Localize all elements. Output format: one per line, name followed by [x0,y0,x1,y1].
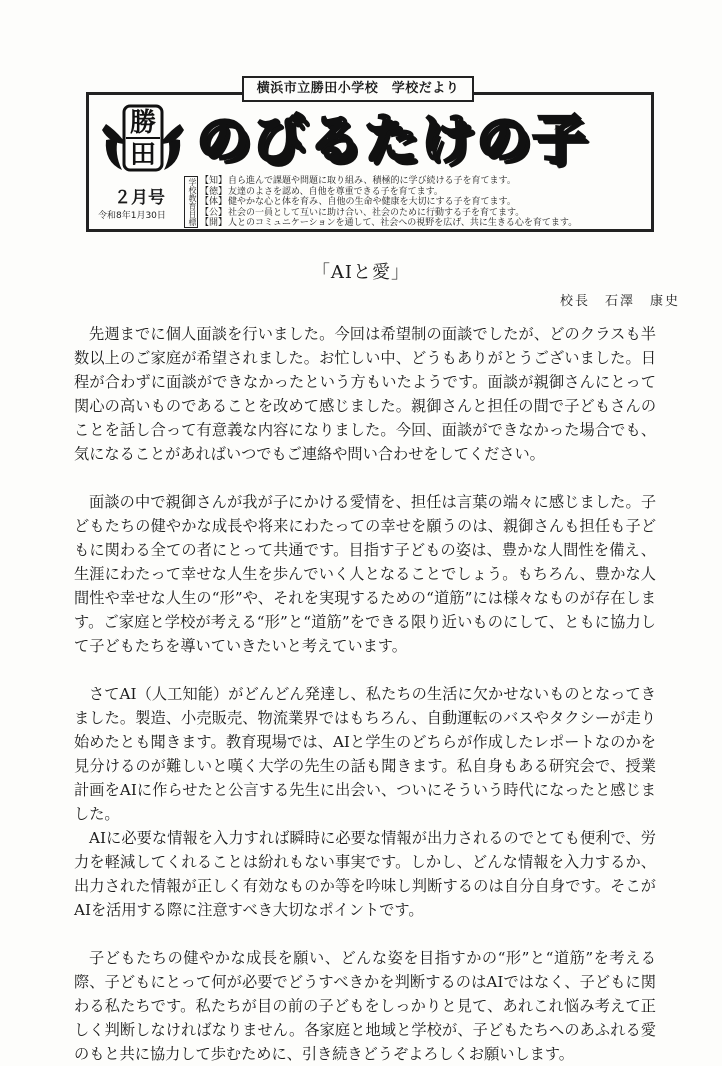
goal-tag: 【徳】 [200,186,228,197]
school-emblem-icon [100,100,186,174]
goal-row [200,208,652,219]
emblem-char-2: 田 [129,140,157,170]
issue-date: 令和8年1月30日 [98,211,166,221]
goal-row [200,187,652,198]
goal-text: 人とのコミュニケーションを通して、社会への視野を広げ、共に生きる心を育てます。 [228,218,578,228]
goal-text: 自ら進んで課題や問題に取り組み、積極的に学び続ける子を育てます。 [228,176,516,186]
article-author: 校長 石澤 康史 [559,294,680,309]
article-body [74,322,656,1066]
paragraph-5: 子どもたちの健やかな成長を願い、どんな姿を目指すかの“形”と“道筋”を考える際、子どもにとって何が必要でどうすべきかを判断するのはAIではなく、子どもに関わる私たちです。私たちが目の前の子どもをしっかりと見て、あれこれ悩み考えて正しく判断しなければなりません。各家庭と地域と学校が、子どもたちへのあふれる愛のもと共に協力して歩むために、引き続きどうぞよろしくお願いします。 [74,949,656,1063]
goal-text: 社会の一員として互いに助け合い、社会のために行動する子を育てます。 [228,207,525,218]
goal-tag: 【公】 [200,207,228,218]
bamboo-emblem [100,100,186,174]
goal-tag: 【開】 [200,218,228,228]
goal-row [200,176,652,187]
paragraph-1: 先週までに個人面談を行いました。今回は希望制の面談でしたが、どのクラスも半数以上のご家庭が希望されました。お忙しい中、どうもありがとうございました。日程が合わずに面談ができなかったという方もいたようです。面談が親御さんにとって関心の高いものであることを改めて感じました。親御さんと担任の間で子どもさんのことを話し合って有意義な内容になりました。今回、面談ができなかった場合でも、気になることがあればいつでもご連絡や問い合わせをしてください。 [74,325,656,463]
newsletter-title: のびるたけの子 [196,108,588,171]
goal-text: 健やかな心と体を育み、自他の生命や健康を大切にする子を育てます。 [228,197,516,207]
emblem-char-1: 勝 [129,108,157,138]
education-goals [200,176,652,229]
school-name: 横浜市立勝田小学校 学校だより [242,76,474,102]
article-title: 「AIと愛」 [311,262,411,283]
goal-tag: 【知】 [200,176,228,186]
goal-row [200,218,652,229]
goals-label: 学校教育目標 [184,176,198,228]
issue-number: ２月号 [114,188,165,208]
goal-row [200,197,652,208]
paragraph-4: AIに必要な情報を入力すれば瞬時に必要な情報が出力されるのでとても便利で、労力を軽減してくれることは紛れもない事実です。しかし、どんな情報を入力するか、出力された情報が正しく有効なものか等を吟味し判断するのは自分自身です。そこがAIを活用する際に注意すべき大切なポイントです。 [74,829,656,919]
goal-tag: 【体】 [200,197,228,207]
paragraph-2: 面談の中で親御さんが我が子にかける愛情を、担任は言葉の端々に感じました。子どもたちの健やかな成長や将来にわたっての幸せを願うのは、親御さんも担任も子どもに関わる全ての者にとって共通です。目指す子どもの姿は、豊かな人間性を備え、生涯にわたって幸せな人生を歩んでいく人となることでしょう。もちろん、豊かな人間性や幸せな人生の“形”や、それを実現するための“道筋”には様々なものが存在します。ご家庭と学校が考える“形”と“道筋”をできる限り近いものにして、ともに協力して子どもたちを導いていきたいと考えています。 [74,493,656,655]
goal-text: 友達のよさを認め、自他を尊重できる子を育てます。 [228,186,443,197]
paragraph-3: さてAI（人工知能）がどんどん発達し、私たちの生活に欠かせないものとなってきました。製造、小売販売、物流業界ではもちろん、自動運転のバスやタクシーが走り始めたとも聞きます。教育現場では、AIと学生のどちらが作成したレポートなのかを見分けるのが難しいと嘆く大学の先生の話も聞きます。私自身もある研究会で、授業計画をAIに作らせたと公言する先生に出会い、ついにそういう時代になったと感じました。 [74,685,656,823]
